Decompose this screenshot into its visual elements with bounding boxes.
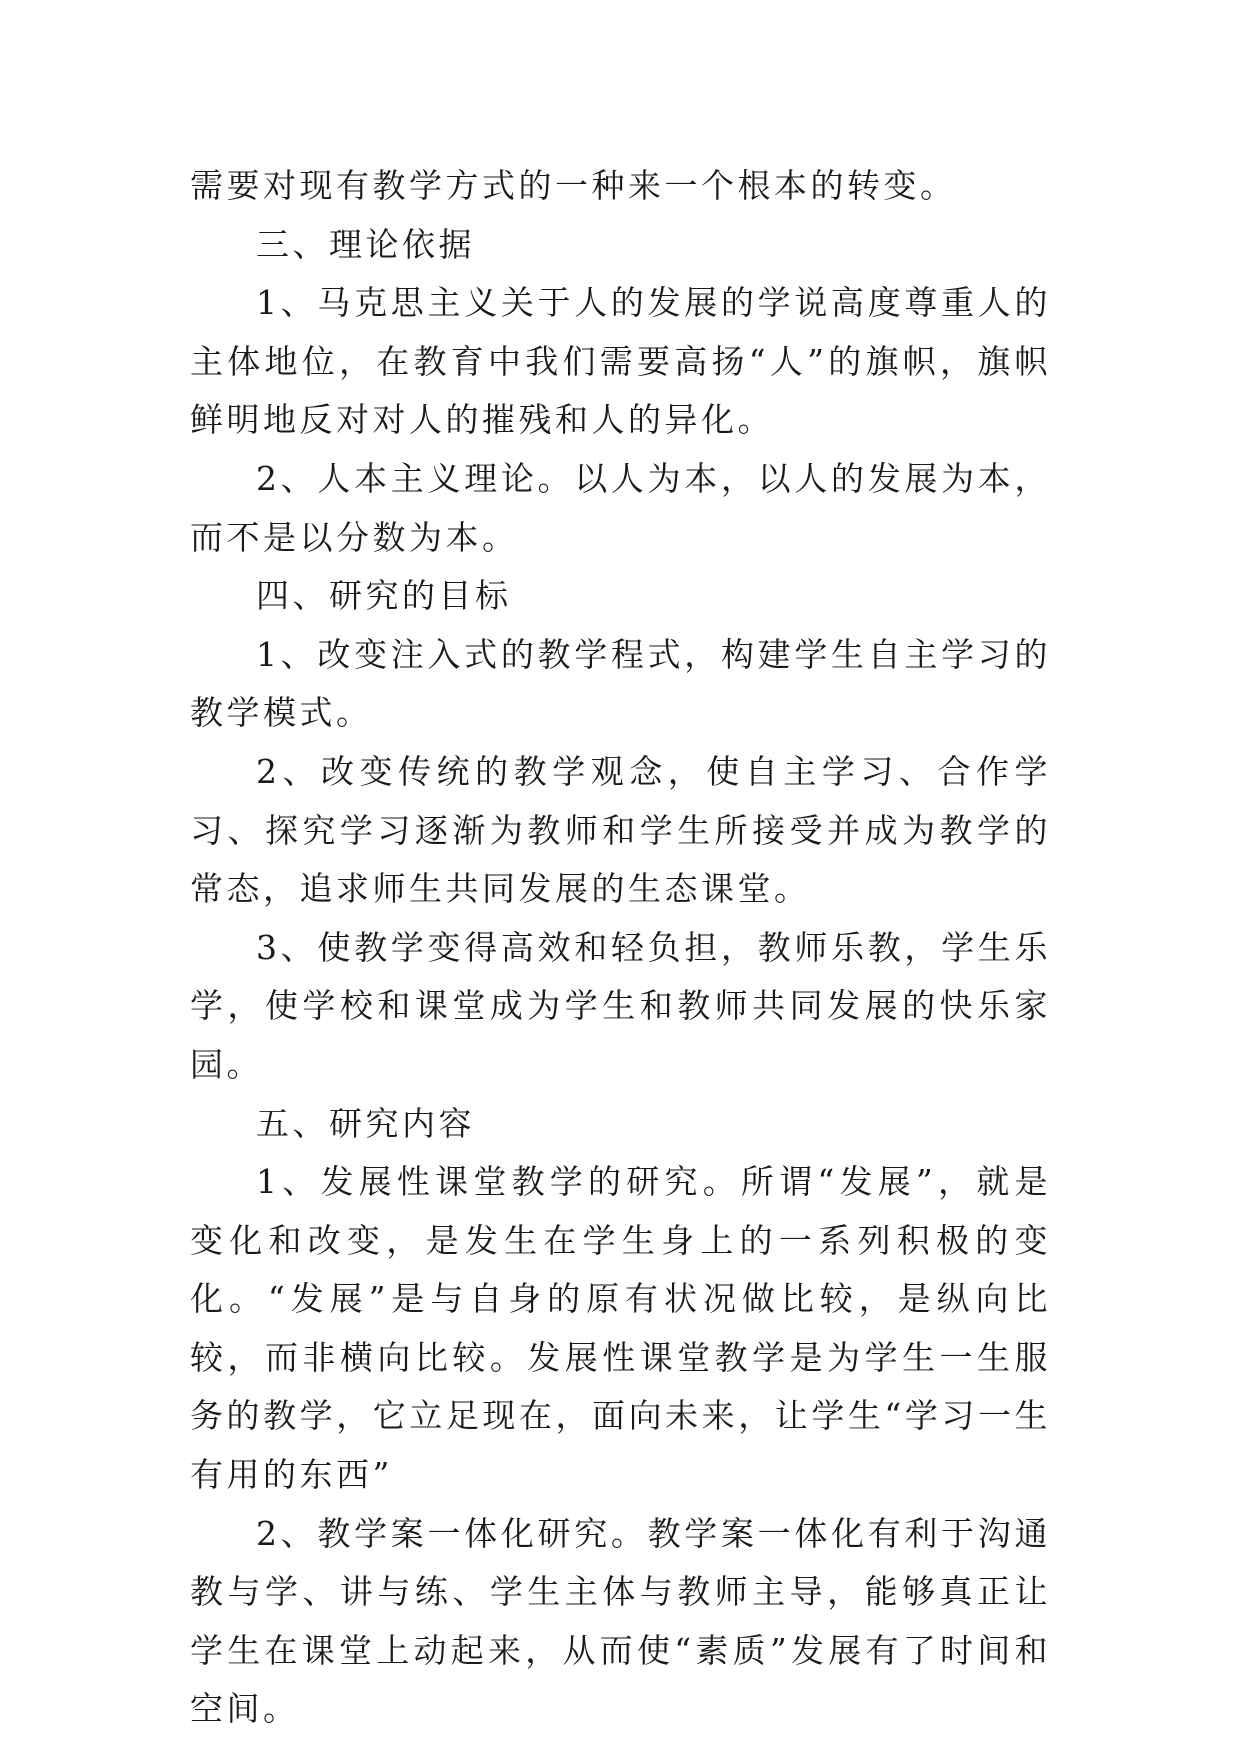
paragraph-goal-1: 1、改变注入式的教学程式，构建学生自主学习的教学模式。	[190, 634, 1051, 733]
section-heading-theory-basis: 三、理论依据	[256, 224, 475, 264]
paragraph-content-1: 1、发展性课堂教学的研究。所谓“发展”，就是变化和改变，是发生在学生身上的一系列积极的变化。“发展”是与自身的原有状况做比较，是纵向比较，而非横向比较。发展性课堂教学是为学生一生服务的教学，它立足现在，面向未来，让学生“学习一生有用的东西”	[190, 1162, 1051, 1495]
paragraph-humanism: 2、人本主义理论。以人为本，以人的发展为本，而不是以分数为本。	[190, 458, 1051, 557]
section-heading-research-content: 五、研究内容	[256, 1103, 475, 1143]
document-body	[190, 157, 1051, 1739]
paragraph-goal-2: 2、改变传统的教学观念，使自主学习、合作学习、探究学习逐渐为教师和学生所接受并成为教学的常态，追求师生共同发展的生态课堂。	[190, 751, 1051, 909]
paragraph-marxism: 1、马克思主义关于人的发展的学说高度尊重人的主体地位，在教育中我们需要高扬“人”的旗帜，旗帜鲜明地反对对人的摧残和人的异化。	[190, 283, 1051, 440]
paragraph-goal-3: 3、使教学变得高效和轻负担，教师乐教，学生乐学，使学校和课堂成为学生和教师共同发展的快乐家园。	[190, 927, 1051, 1084]
paragraph-content-2: 2、教学案一体化研究。教学案一体化有利于沟通教与学、讲与练、学生主体与教师主导，能够真正让学生在课堂上动起来，从而使“素质”发展有了时间和空间。	[190, 1513, 1051, 1729]
paragraph-continuation: 需要对现有教学方式的一种来一个根本的转变。	[190, 166, 957, 205]
section-heading-research-goals: 四、研究的目标	[256, 576, 512, 616]
